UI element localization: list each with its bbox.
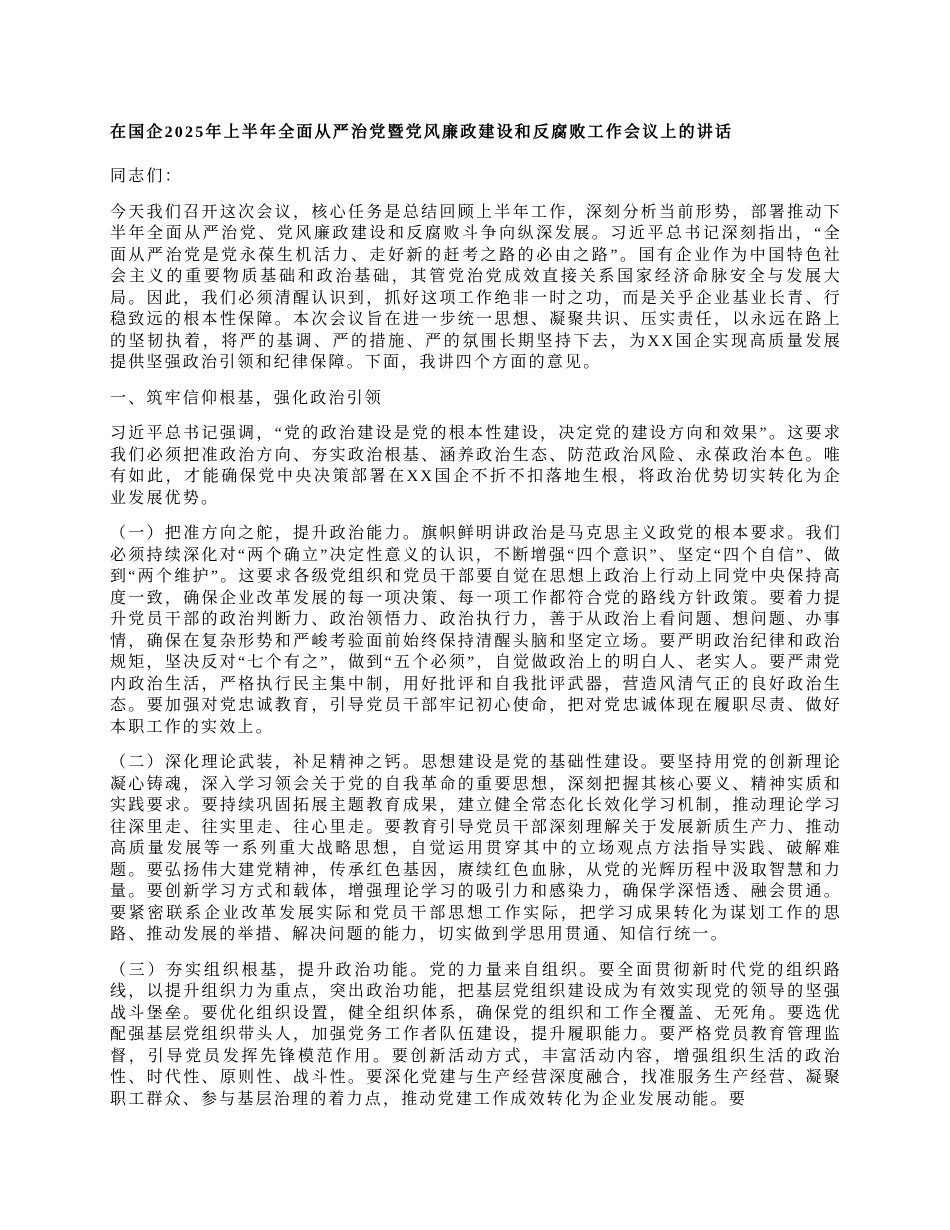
section-heading-1: 一、筑牢信仰根基，强化政治引领: [110, 389, 384, 407]
paragraph-intro: 今天我们召开这次会议，核心任务是总结回顾上半年工作，深刻分析当前形势，部署推动下半年全面从严治党、党风廉政建设和反腐败斗争向纵深发展。习近平总书记深刻指出，“全面从严治党是党永葆生机活力、走好新的赶考之路的必由之路”。国有企业作为中国特色社会主义的重要物质基础和政治基础，其管党治党成效直接关系国家经济命脉安全与发展大局。因此，我们必须清醒认识到，抓好这项工作绝非一时之功，而是关乎企业基业长青、行稳致远的根本性保障。本次会议旨在进一步统一思想、凝聚共识、压实责任，以永远在路上的坚韧执着，将严的基调、严的措施、严的氛围长期坚持下去，为XX国企实现高质量发展提供坚强政治引领和纪律保障。下面，我讲四个方面的意见。: [110, 203, 842, 371]
paragraph-section1-lead: 习近平总书记强调，“党的政治建设是党的根本性建设，决定党的建设方向和效果”。这要求我们必须把准政治方向、夯实政治根基、涵养政治生态、防范政治风险、永葆政治本色。唯有如此，才能确保党中央决策部署在XX国企不折不扣落地生根，将政治优势切实转化为企业发展优势。: [110, 425, 842, 507]
paragraph-point-2: （二）深化理论武装，补足精神之钙。思想建设是党的基础性建设。要坚持用党的创新理论凝心铸魂，深入学习领会关于党的自我革命的重要思想，深刻把握其核心要义、精神实质和实践要求。要持续巩固拓展主题教育成果，建立健全常态化长效化学习机制，推动理论学习往深里走、往实里走、往心里走。要教育引导党员干部深刻理解关于发展新质生产力、推动高质量发展等一系列重大战略思想，自觉运用贯穿其中的立场观点方法指导实践、破解难题。要弘扬伟大建党精神，传承红色基因，赓续红色血脉，从党的光辉历程中汲取智慧和力量。要创新学习方式和载体，增强理论学习的吸引力和感染力，确保学深悟透、融会贯通。要紧密联系企业改革发展实际和党员干部思想工作实际，把学习成果转化为谋划工作的思路、推动发展的举措、解决问题的能力，切实做到学思用贯通、知信行统一。: [110, 754, 842, 943]
paragraph-point-3: （三）夯实组织根基，提升政治功能。党的力量来自组织。要全面贯彻新时代党的组织路线，以提升组织力为重点，突出政治功能，把基层党组织建设成为有效实现党的领导的坚强战斗堡垒。要优化组织设置，健全组织体系，确保党的组织和工作全覆盖、无死角。要选优配强基层党组织带头人，加强党务工作者队伍建设，提升履职能力。要严格党员教育管理监督，引导党员发挥先锋模范作用。要创新活动方式，丰富活动内容，增强组织生活的政治性、时代性、原则性、战斗性。要深化党建与生产经营深度融合，找准服务生产经营、凝聚职工群众、参与基层治理的着力点，推动党建工作成效转化为企业发展动能。要: [110, 961, 842, 1108]
salutation: 同志们：: [110, 168, 183, 185]
document-title: 在国企2025年上半年全面从严治党暨党风廉政建设和反腐败工作会议上的讲话: [110, 124, 734, 141]
paragraph-point-1: （一）把准方向之舵，提升政治能力。旗帜鲜明讲政治是马克思主义政党的根本要求。我们必须持续深化对“两个确立”决定性意义的认识，不断增强“四个意识”、坚定“四个自信”、做到“两个维护”。这要求各级党组织和党员干部要自觉在思想上政治上行动上同党中央保持高度一致，确保企业改革发展的每一项决策、每一项工作都符合党的路线方针政策。要着力提升党员干部的政治判断力、政治领悟力、政治执行力，善于从政治上看问题、想问题、办事情，确保在复杂形势和严峻考验面前始终保持清醒头脑和坚定立场。要严明政治纪律和政治规矩，坚决反对“七个有之”，做到“五个必须”，自觉做政治上的明白人、老实人。要严肃党内政治生活，严格执行民主集中制，用好批评和自我批评武器，营造风清气正的良好政治生态。要加强对党忠诚教育，引导党员干部牢记初心使命，把对党忠诚体现在履职尽责、做好本职工作的实效上。: [110, 525, 842, 736]
